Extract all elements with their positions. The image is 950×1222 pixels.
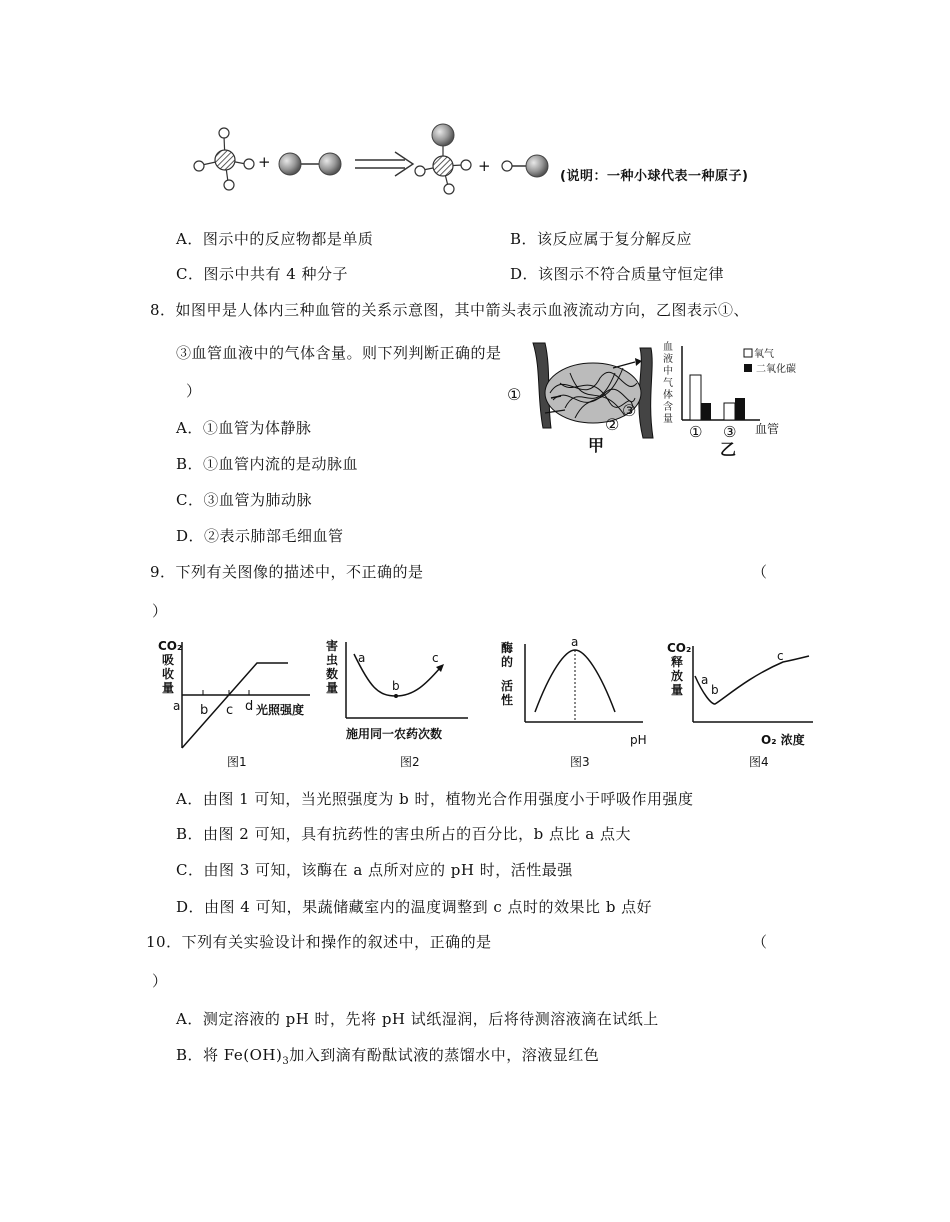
fig4-point-c: c <box>777 649 784 663</box>
svg-text:吸: 吸 <box>162 653 175 667</box>
reaction-arrow <box>355 152 413 176</box>
q10-option-a: A．测定溶液的 pH 时，先将 pH 试纸湿润，后将待测溶液滴在试纸上 <box>176 1010 659 1028</box>
fig3-caption: 图3 <box>570 755 590 769</box>
figure-3-enzyme-activity <box>495 632 665 772</box>
q8-option-b: B．①血管内流的是动脉血 <box>176 455 359 473</box>
figure-4-co2-release <box>663 632 828 772</box>
fig2-xlabel: 施用同一农药次数 <box>346 727 443 741</box>
bar-v1-co2 <box>701 403 711 420</box>
diagram-note: (说明：一种小球代表一种原子) <box>560 169 749 184</box>
q8-option-d: D．②表示肺部毛细血管 <box>176 527 344 545</box>
fig3-point-a: a <box>571 635 579 649</box>
legend-co2-label: 二氧化碳 <box>756 364 796 375</box>
figure-2-pest-count <box>320 632 495 772</box>
q10-option-b-post: 加入到滴有酚酞试液的蒸馏水中，溶液显红色 <box>289 1046 600 1064</box>
fig1-point-c: c <box>226 703 234 718</box>
svg-text:释: 释 <box>671 655 684 669</box>
figure-jia-blood-vessels <box>505 338 680 458</box>
fig3-xlabel: pH <box>630 733 647 747</box>
q9-option-a: A．由图 1 可知，当光照强度为 b 时，植物光合作用强度小于呼吸作用强度 <box>176 790 694 808</box>
q7-option-d: D．该图示不符合质量守恒定律 <box>510 265 725 283</box>
q8-stem-line1: 8．如图甲是人体内三种血管的关系示意图，其中箭头表示血液流动方向，乙图表示①、 <box>150 301 750 319</box>
svg-text:害: 害 <box>326 639 339 653</box>
svg-text:量: 量 <box>326 681 339 695</box>
yi-ylabel <box>663 341 673 425</box>
svg-text:放: 放 <box>671 669 684 683</box>
fig2-point-b: b <box>392 679 400 693</box>
fig2-point-a: a <box>358 651 366 665</box>
svg-text:量: 量 <box>162 681 175 695</box>
q7-option-a: A．图示中的反应物都是单质 <box>176 230 374 248</box>
fig2-point-c: c <box>432 651 439 665</box>
q9-stem: 9．下列有关图像的描述中，不正确的是 <box>150 563 424 581</box>
bar-v3-co2 <box>735 398 745 420</box>
svg-text:性: 性 <box>501 693 514 707</box>
legend-o2-label: 氧气 <box>754 349 774 360</box>
svg-text:体: 体 <box>663 390 673 401</box>
fig1-point-b: b <box>200 703 209 718</box>
svg-text:CO₂: CO₂ <box>158 639 183 653</box>
fig4-point-a: a <box>701 673 709 687</box>
q8-option-c: C．③血管为肺动脉 <box>176 491 312 509</box>
yi-x-label-1: ① <box>689 423 703 441</box>
svg-text:气: 气 <box>663 378 673 389</box>
jia-label-2: ② <box>605 415 620 434</box>
q10-option-b-sub: 3 <box>282 1056 290 1067</box>
q8-option-a: A．①血管为体静脉 <box>176 419 312 437</box>
q10-option-b-pre: B．将 Fe(OH) <box>176 1046 283 1064</box>
q8-stem-line2: ③血管血液中的气体含量。则下列判断正确的是 <box>176 344 502 362</box>
svg-text:收: 收 <box>162 667 175 681</box>
q7-option-c: C．图示中共有 4 种分子 <box>176 265 349 283</box>
q9-paren-open: （ <box>752 563 768 581</box>
jia-label-1: ① <box>507 385 522 404</box>
fig4-ylabel <box>667 641 691 697</box>
fig2-ylabel <box>326 638 338 695</box>
q9-option-b: B．由图 2 可知，具有抗药性的害虫所占的百分比，b 点比 a 点大 <box>176 825 631 843</box>
svg-text:+: + <box>478 157 491 175</box>
q9-option-d: D．由图 4 可知，果蔬储藏室内的温度调整到 c 点时的效果比 b 点好 <box>176 898 653 916</box>
yi-xlabel: 血管 <box>755 422 780 436</box>
fig1-point-d: d <box>245 699 254 714</box>
q9-paren-close: ） <box>152 602 168 620</box>
legend-o2-swatch <box>744 349 752 357</box>
legend-co2-swatch <box>744 364 752 372</box>
reactant-molecule-1 <box>194 128 254 190</box>
bar-v1-oxygen <box>690 375 701 420</box>
svg-text:的: 的 <box>501 655 514 669</box>
bar-v3-oxygen <box>724 403 735 420</box>
q9-option-c: C．由图 3 可知，该酶在 a 点所对应的 pH 时，活性最强 <box>176 861 573 879</box>
q8-paren: ） <box>186 382 202 400</box>
fig4-caption: 图4 <box>749 755 769 769</box>
fig1-caption: 图1 <box>227 755 247 769</box>
figure-1-co2-absorption <box>152 632 312 772</box>
product-molecule-2 <box>502 155 548 177</box>
q10-paren-close: ） <box>152 972 168 990</box>
fig4-point-b: b <box>711 683 719 697</box>
fig1-xlabel: 光照强度 <box>256 703 305 717</box>
svg-text:液: 液 <box>663 354 673 365</box>
svg-text:量: 量 <box>671 683 684 697</box>
svg-text:虫: 虫 <box>326 653 339 667</box>
yi-caption: 乙 <box>720 440 737 459</box>
svg-text:活: 活 <box>501 679 514 693</box>
yi-x-label-3: ③ <box>723 423 737 441</box>
svg-text:血: 血 <box>663 342 673 353</box>
q10-option-b <box>176 1045 599 1072</box>
fig1-point-a: a <box>173 699 181 713</box>
jia-caption: 甲 <box>588 436 605 455</box>
fig1-ylabel <box>158 639 182 695</box>
fig3-ylabel <box>501 640 513 707</box>
svg-text:数: 数 <box>326 667 339 681</box>
fig4-xlabel: O₂ 浓度 <box>761 733 805 747</box>
svg-text:含: 含 <box>663 402 673 413</box>
svg-text:酶: 酶 <box>501 641 514 655</box>
jia-label-3: ③ <box>622 401 637 420</box>
svg-text:CO₂: CO₂ <box>667 641 692 655</box>
svg-text:+: + <box>258 153 271 171</box>
svg-text:量: 量 <box>663 414 673 425</box>
q10-paren-open: （ <box>752 933 768 951</box>
product-molecule-1 <box>415 124 471 194</box>
reactant-molecule-2 <box>279 153 341 175</box>
fig2-caption: 图2 <box>400 755 420 769</box>
svg-text:中: 中 <box>663 366 673 377</box>
q10-stem: 10．下列有关实验设计和操作的叙述中，正确的是 <box>146 933 492 951</box>
q7-option-b: B．该反应属于复分解反应 <box>510 230 693 248</box>
figure-yi-gas-bar-chart <box>660 338 810 460</box>
